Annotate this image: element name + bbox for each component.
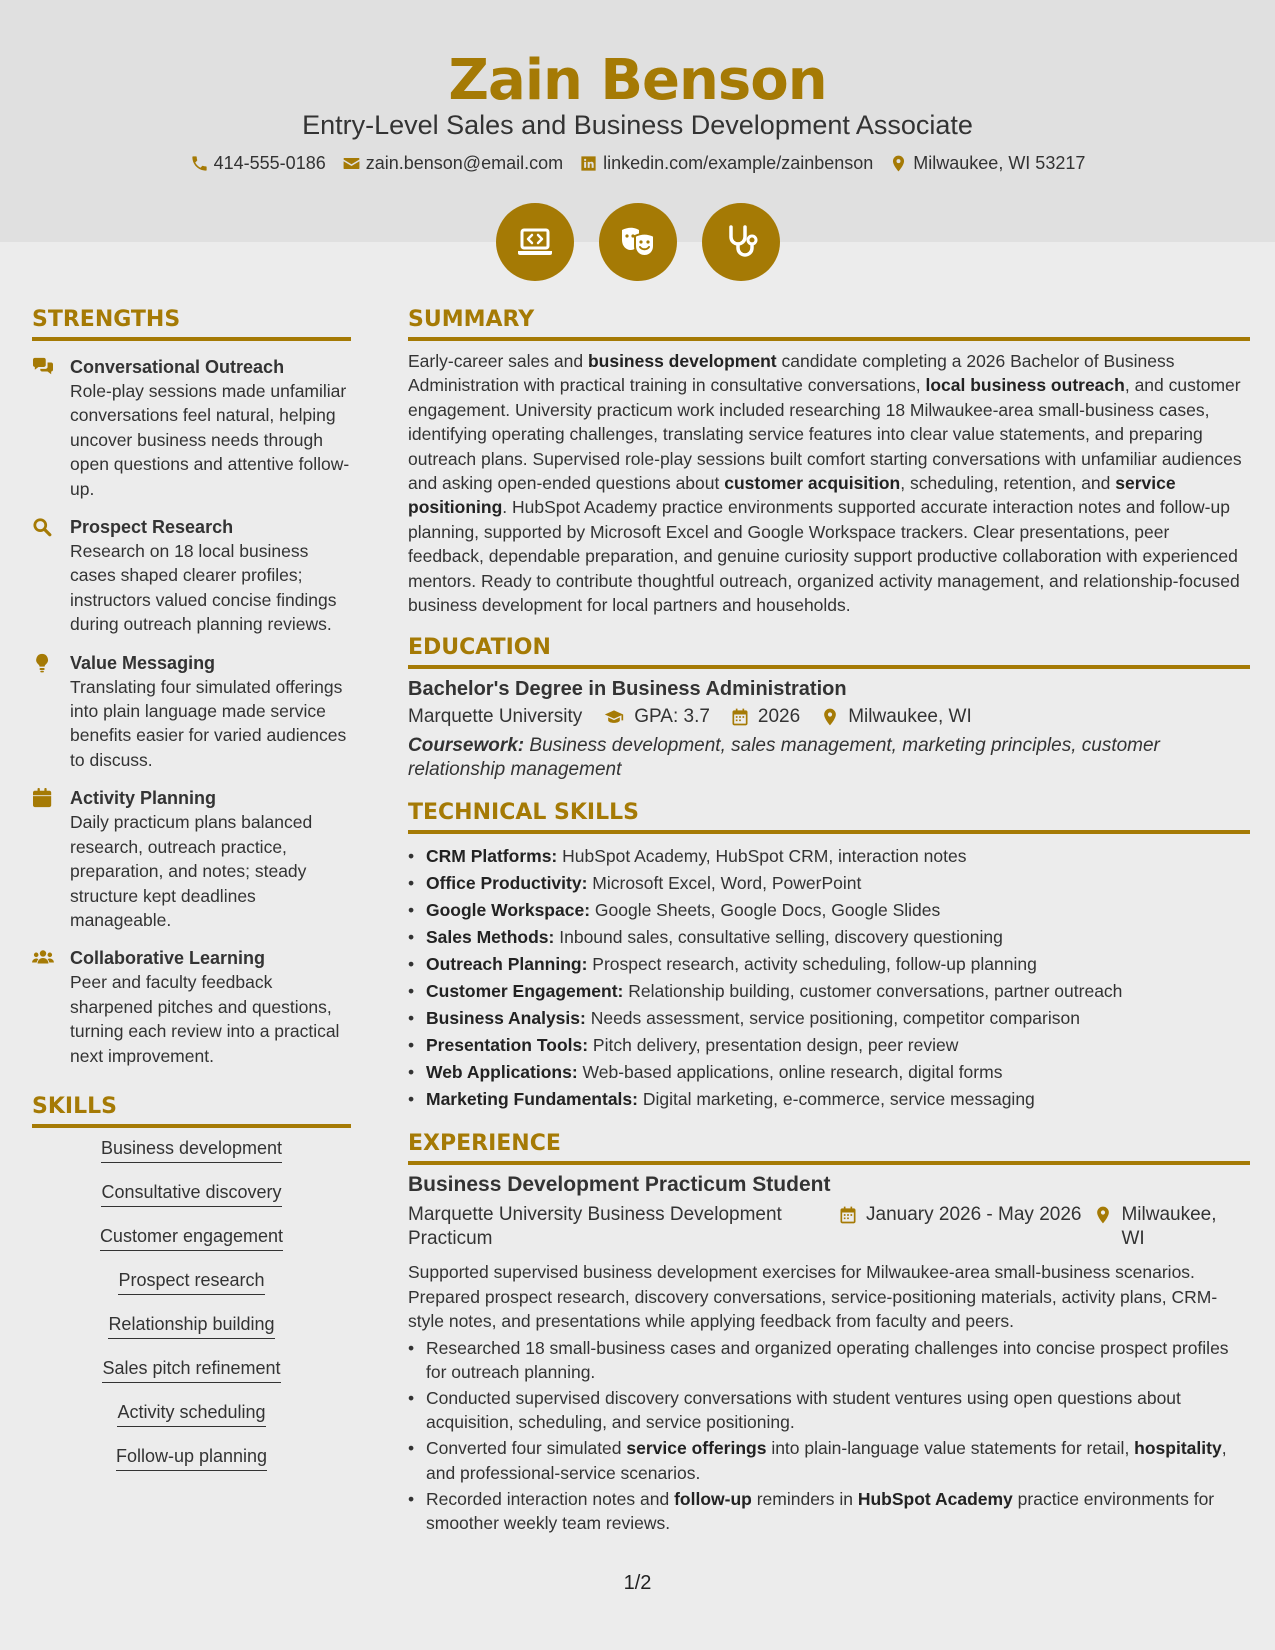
text-run: Conducted supervised discovery conversations with student ventures using open questions about acquisition, scheduling, and service positioning. bbox=[426, 1388, 1181, 1433]
contact-row bbox=[0, 153, 1275, 174]
list-item bbox=[408, 951, 1250, 978]
tech-label: Business Analysis: bbox=[426, 1008, 586, 1029]
email-text: zain.benson@email.com bbox=[365, 153, 564, 173]
left-column bbox=[32, 307, 351, 1489]
linkedin-icon bbox=[579, 154, 598, 173]
list-item bbox=[408, 1059, 1250, 1086]
experience-heading: EXPERIENCE bbox=[408, 1131, 1250, 1165]
list-item bbox=[408, 1436, 1250, 1485]
search-icon bbox=[32, 517, 54, 537]
experience-description: Supported supervised business development exercises for Milwaukee-area small-business scenarios. Prepared prospect research, discovery conversations, service-positioning materials, activity plans, CRM-style notes, and presentations while applying feedback from faculty and peers. bbox=[408, 1262, 1218, 1332]
tech-label: Outreach Planning: bbox=[426, 954, 588, 975]
experience-dates bbox=[838, 1203, 1081, 1251]
text-run: practice environments for smoother weekly team reviews. bbox=[426, 1488, 1215, 1534]
strength-item bbox=[32, 651, 351, 773]
strength-item bbox=[32, 515, 351, 637]
laptop-code-badge bbox=[496, 203, 574, 281]
text-run: Converted four simulated bbox=[426, 1438, 627, 1459]
badge-row bbox=[0, 203, 1275, 281]
tech-label: Marketing Fundamentals: bbox=[426, 1089, 638, 1110]
bold-phrase: hospitality bbox=[1134, 1438, 1222, 1459]
strength-title: Conversational Outreach bbox=[70, 357, 285, 377]
list-item bbox=[408, 924, 1250, 951]
bold-phrase: service offerings bbox=[626, 1438, 767, 1459]
tech-value: Prospect research, activity scheduling, follow-up planning bbox=[587, 954, 1037, 975]
strength-title: Activity Planning bbox=[70, 788, 217, 809]
skills-heading: SKILLS bbox=[32, 1094, 351, 1128]
strength-title: Collaborative Learning bbox=[70, 948, 266, 969]
skill-tag: Business development bbox=[101, 1137, 282, 1163]
school-location: Milwaukee, WI bbox=[848, 706, 972, 728]
text-run: Recorded interaction notes and bbox=[426, 1488, 675, 1509]
lightbulb-icon bbox=[32, 653, 54, 673]
skill-tag: Relationship building bbox=[108, 1313, 274, 1339]
tech-value: Inbound sales, consultative selling, discovery questioning bbox=[554, 927, 1003, 948]
strength-desc: Research on 18 local business cases shaped clearer profiles; instructors valued concise findings during outreach planning reviews. bbox=[70, 541, 337, 635]
coursework-text: Business development, sales management, marketing principles, customer relationship management bbox=[408, 735, 1160, 781]
tech-value: Microsoft Excel, Word, PowerPoint bbox=[587, 873, 862, 894]
list-item bbox=[408, 978, 1250, 1005]
strength-desc: Translating four simulated offerings into plain language made service benefits easier for varied audiences to discuss. bbox=[70, 676, 347, 770]
tech-value: Needs assessment, service positioning, competitor comparison bbox=[585, 1008, 1080, 1029]
contact-phone[interactable] bbox=[190, 153, 326, 174]
coursework-label: Coursework: bbox=[408, 735, 525, 757]
calendar-icon bbox=[838, 1205, 858, 1225]
bold-phrase: follow-up bbox=[674, 1488, 752, 1509]
strengths-heading: STRENGTHS bbox=[32, 307, 351, 341]
graduation-year: 2026 bbox=[757, 706, 801, 728]
strength-desc: Role-play sessions made unfamiliar conversations feel natural, helping uncover business needs through open questions and attentive follow-up. bbox=[70, 381, 350, 499]
coursework bbox=[408, 734, 1250, 782]
summary-heading: SUMMARY bbox=[408, 307, 1250, 341]
date-range: January 2026 - May 2026 bbox=[866, 1204, 1082, 1226]
strength-desc: Daily practicum plans balanced research, outreach practice, preparation, and notes; steady structure kept deadlines manageable. bbox=[70, 812, 313, 930]
list-item bbox=[408, 1005, 1250, 1032]
skill-tag: Prospect research bbox=[118, 1269, 264, 1295]
school-name: Marquette University bbox=[408, 706, 583, 728]
list-item bbox=[408, 1086, 1250, 1113]
education-heading: EDUCATION bbox=[408, 635, 1250, 669]
graduation-cap-icon bbox=[602, 707, 626, 727]
tech-value: Digital marketing, e-commerce, service messaging bbox=[637, 1089, 1035, 1110]
theater-masks-badge bbox=[599, 203, 677, 281]
comments-icon bbox=[32, 357, 54, 377]
tech-label: CRM Platforms: bbox=[426, 846, 558, 867]
bold-phrase: business development bbox=[587, 351, 777, 371]
tech-value: Web-based applications, online research, digital forms bbox=[577, 1062, 1003, 1083]
contact-location bbox=[889, 153, 1085, 174]
job-title: Business Development Practicum Student bbox=[408, 1173, 831, 1197]
list-item bbox=[408, 1336, 1250, 1385]
envelope-icon bbox=[342, 154, 361, 173]
list-item bbox=[408, 870, 1250, 897]
map-marker-icon bbox=[820, 707, 840, 727]
text-run: , and customer engagement. University practicum work included researching 18 Milwaukee-area small-business cases, identifying operating challenges, translating service features into clear value statements, and preparing outreach plans. Supervised role-play sessions built comfort starting conversations with unfamiliar audiences and asking open-ended questions about bbox=[408, 375, 1242, 494]
bold-phrase: service positioning bbox=[408, 473, 1176, 518]
text-run: . HubSpot Academy practice environments supported accurate interaction notes and follow-up planning, supported by Microsoft Excel and Google Workspace trackers. Clear presentations, peer feedback, dependable preparation, and genuine curiosity support productive collaboration with experienced mentors. Ready to contribute thoughtful outreach, organized activity management, and relationship-focused business development for local partners and households. bbox=[408, 497, 1240, 616]
strength-title: Prospect Research bbox=[70, 517, 234, 538]
job-title: Entry-Level Sales and Business Development Associate bbox=[302, 110, 973, 140]
list-item bbox=[408, 1032, 1250, 1059]
calendar-icon bbox=[32, 788, 54, 808]
degree-title: Bachelor's Degree in Business Administration bbox=[408, 678, 847, 701]
right-column bbox=[408, 307, 1250, 1537]
text-run: reminders in bbox=[751, 1488, 858, 1509]
tech-label: Google Workspace: bbox=[426, 900, 591, 921]
location-text: Milwaukee, WI 53217 bbox=[913, 153, 1086, 173]
bold-phrase: customer acquisition bbox=[724, 473, 901, 494]
text-run: into plain-language value statements for retail, bbox=[766, 1438, 1135, 1459]
list-item bbox=[408, 843, 1250, 870]
technical-skills-list bbox=[408, 843, 1250, 1113]
employer-name: Marquette University Business Development Practicum bbox=[408, 1204, 782, 1250]
phone-icon bbox=[190, 154, 209, 173]
education-meta bbox=[408, 706, 1250, 728]
theater-masks-icon bbox=[618, 222, 658, 262]
map-marker-icon bbox=[889, 154, 908, 173]
skill-tag: Sales pitch refinement bbox=[102, 1357, 280, 1383]
tech-label: Office Productivity: bbox=[426, 873, 588, 894]
tech-value: HubSpot Academy, HubSpot CRM, interaction notes bbox=[557, 846, 967, 867]
bold-phrase: HubSpot Academy bbox=[857, 1488, 1013, 1509]
gpa-text: GPA: 3.7 bbox=[634, 706, 710, 728]
text-run: Early-career sales and bbox=[408, 351, 588, 371]
tech-value: Pitch delivery, presentation design, peer review bbox=[588, 1035, 959, 1056]
strength-item bbox=[32, 355, 351, 501]
skill-tag: Consultative discovery bbox=[101, 1181, 281, 1207]
linkedin-text: linkedin.com/example/zainbenson bbox=[603, 153, 874, 173]
stethoscope-icon bbox=[721, 222, 761, 262]
experience-bullets bbox=[408, 1336, 1250, 1536]
skills-list bbox=[32, 1137, 351, 1489]
calendar-icon bbox=[730, 707, 750, 727]
text-run: , and professional-service scenarios. bbox=[426, 1438, 1227, 1483]
page-number: 1/2 bbox=[623, 1572, 652, 1594]
strength-item bbox=[32, 946, 351, 1068]
text-run: candidate completing a 2026 Bachelor of Business Administration with practical training in consultative conversations, bbox=[408, 351, 1175, 396]
experience-meta bbox=[408, 1203, 1250, 1251]
list-item bbox=[408, 897, 1250, 924]
strength-item bbox=[32, 786, 351, 932]
tech-label: Sales Methods: bbox=[426, 927, 555, 948]
summary-text bbox=[408, 349, 1250, 617]
contact-email[interactable] bbox=[342, 153, 563, 174]
strength-desc: Peer and faculty feedback sharpened pitches and questions, turning each review into a practical next improvement. bbox=[70, 972, 340, 1066]
tech-value: Relationship building, customer conversations, partner outreach bbox=[623, 981, 1123, 1002]
contact-linkedin[interactable] bbox=[579, 153, 873, 174]
tech-value: Google Sheets, Google Docs, Google Slides bbox=[590, 900, 941, 921]
tech-label: Presentation Tools: bbox=[426, 1035, 589, 1056]
strength-title: Value Messaging bbox=[70, 652, 216, 673]
stethoscope-badge bbox=[702, 203, 780, 281]
candidate-name: Zain Benson bbox=[448, 48, 827, 113]
experience-location bbox=[1093, 1203, 1223, 1251]
users-icon bbox=[32, 948, 54, 968]
map-marker-icon bbox=[1093, 1205, 1113, 1225]
tech-label: Web Applications: bbox=[426, 1062, 578, 1083]
text-run: , scheduling, retention, and bbox=[900, 473, 1116, 494]
skill-tag: Follow-up planning bbox=[116, 1445, 267, 1471]
location-text: Milwaukee, WI bbox=[1121, 1204, 1217, 1250]
skill-tag: Customer engagement bbox=[100, 1225, 283, 1251]
list-item bbox=[408, 1487, 1250, 1536]
phone-text: 414-555-0186 bbox=[213, 153, 326, 173]
tech-label: Customer Engagement: bbox=[426, 981, 624, 1002]
bold-phrase: local business outreach bbox=[925, 375, 1125, 396]
skill-tag: Activity scheduling bbox=[117, 1401, 265, 1427]
text-run: Researched 18 small-business cases and organized operating challenges into concise prospect profiles for outreach planning. bbox=[426, 1337, 1229, 1383]
technical-skills-heading: TECHNICAL SKILLS bbox=[408, 800, 1250, 834]
laptop-code-icon bbox=[515, 222, 555, 262]
list-item bbox=[408, 1386, 1250, 1435]
